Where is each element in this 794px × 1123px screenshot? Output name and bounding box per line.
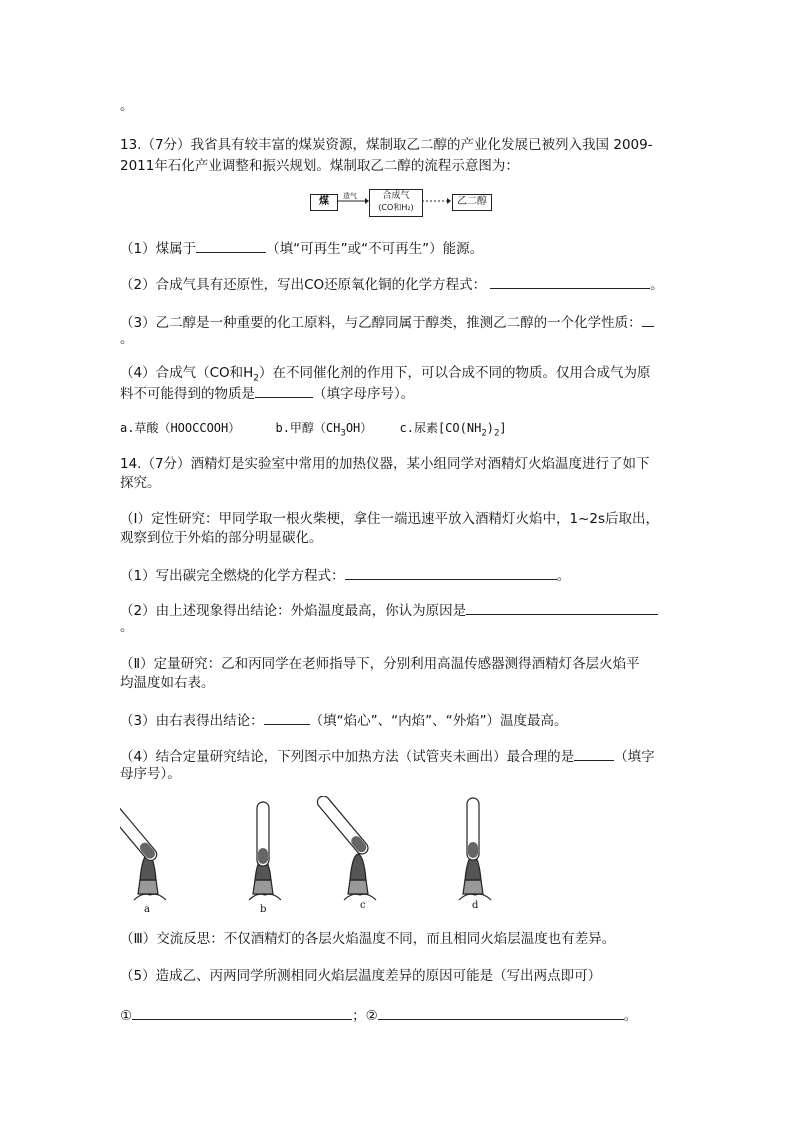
flow-box-coal: 煤 [310, 194, 338, 211]
q14-part3-text2: （填“焰心”、“内焰”、“外焰”）温度最高。 [309, 713, 568, 729]
q14-part4-text2: （填字 [614, 749, 655, 765]
q13-part4-text2: ）在不同催化剂的作用下，可以合成不同的物质。仅用合成气为原 [259, 365, 651, 381]
q13-part4-text3: 料不可能得到的物质是 [120, 386, 255, 402]
flow-syngas-label: 合成气 [382, 191, 410, 201]
heating-setups-illustration [120, 796, 520, 906]
answer2-marker: ② [365, 1008, 378, 1024]
q14-part4-text: （4）结合定量研究结论，下列图示中加热方法（试管夹未画出）最合理的是 [120, 749, 575, 765]
flow-arrow-label: 造气 [343, 192, 357, 200]
q13-part1 [120, 238, 483, 258]
q14-part5: （5）造成乙、丙两同学所测相同火焰层温度差异的原因可能是（写出两点即可） [120, 968, 602, 984]
flow-box-syngas [369, 189, 423, 217]
q14-part1-text: （1）写出碳完全燃烧的化学方程式： [120, 568, 345, 584]
q13-part2-blank[interactable] [490, 274, 650, 289]
figure-d-label: d [472, 900, 479, 911]
flow-dashed-arrow-icon [422, 197, 452, 205]
q13-part2-text: （2）合成气具有还原性，写出CO还原氧化铜的化学方程式： [120, 277, 487, 293]
option-c-sub2: 2 [493, 428, 500, 439]
q14-part3-text: （3）由右表得出结论： [120, 713, 264, 729]
q13-part2 [120, 274, 664, 294]
q14-section2-line2: 均温度如右表。 [120, 675, 215, 691]
q13-part3-blank[interactable] [642, 312, 654, 327]
q13-part1-text: （1）煤属于 [120, 241, 197, 257]
q14-section3: （Ⅲ）交流反思：不仅酒精灯的各层火焰温度不同，而且相同火焰层温度也有差异。 [120, 931, 616, 947]
q14-part2-end: 。 [120, 619, 134, 635]
q13-part4-text4: （填字母序号）。 [313, 386, 415, 402]
figure-d [459, 798, 491, 900]
q13-part3-text: （3）乙二醇是一种重要的化工原料，与乙醇同属于醇类，推测乙二醇的一个化学性质： [120, 315, 642, 331]
q14-part2 [120, 600, 658, 620]
figure-b [249, 802, 281, 900]
flow-box-glycol: 乙二醇 [452, 194, 492, 211]
q14-answers [120, 1005, 637, 1025]
q14-part2-blank[interactable] [466, 600, 658, 615]
q13-part1-text2: （填“可再生”或“不可再生”）能源。 [266, 241, 484, 257]
heating-figures [120, 796, 520, 918]
option-c-text: c.尿素[CO(NH [399, 421, 482, 435]
q13-part1-blank[interactable] [196, 238, 266, 253]
q14-part1 [120, 565, 570, 585]
answer2-blank[interactable] [378, 1005, 624, 1020]
option-c-text2: ) [486, 421, 494, 435]
figure-a [120, 800, 166, 900]
option-b [275, 421, 373, 439]
q13-heading-line1: 13.（7分）我省具有较丰富的煤炭资源，煤制取乙二醇的产业化发展已被列入我国 2009- [120, 137, 653, 153]
q13-part4-text: （4）合成气（CO和H [120, 365, 254, 381]
flow-diagram [310, 189, 492, 217]
q14-part3-blank[interactable] [264, 710, 310, 725]
q14-part1-blank[interactable] [345, 565, 557, 580]
answer1-marker: ① [120, 1008, 133, 1024]
figure-c-label: c [360, 900, 366, 911]
q14-section1-line2: 观察到位于外焰的部分明显碳化。 [120, 530, 323, 546]
q14-part1-text2: 。 [556, 568, 571, 584]
option-c [399, 421, 507, 439]
q13-heading-line2: 2011年石化产业调整和振兴规划。煤制取乙二醇的流程示意图为： [120, 158, 519, 174]
q13-part4-blank[interactable] [255, 383, 313, 398]
figure-b-label: b [260, 904, 267, 915]
q13-part2-text2: 。 [650, 277, 664, 293]
q14-section2-line1: （Ⅱ）定量研究：乙和丙同学在老师指导下，分别利用高温传感器测得酒精灯各层火焰平 [120, 656, 640, 672]
option-b-sub: 3 [340, 428, 346, 439]
answer1-blank[interactable] [132, 1005, 352, 1020]
figure-a-label: a [144, 904, 150, 915]
option-b-text: b.甲醇（CH [275, 421, 341, 435]
q13-part4-sub: 2 [253, 373, 260, 384]
q14-section1-line1: （Ⅰ）定性研究：甲同学取一根火柴梗，拿住一端迅速平放入酒精灯火焰中，1~2s后取出， [120, 511, 660, 527]
q14-part2-text: （2）由上述现象得出结论：外焰温度最高，你认为原因是 [120, 603, 467, 619]
flow-syngas-formula: (CO和H₂) [378, 203, 414, 212]
option-c-text3: ] [499, 421, 507, 435]
q14-heading-line2: 探究。 [120, 475, 161, 491]
answer-separator: ； [352, 1008, 366, 1024]
q14-part4-line2: 母序号）。 [120, 766, 181, 782]
q13-options [120, 419, 507, 442]
leading-period: 。 [120, 98, 134, 114]
answer-end: 。 [623, 1008, 638, 1024]
figure-c [315, 796, 376, 900]
option-a: a.草酸（HOOCCOOH） [120, 421, 241, 435]
q13-part4-line2 [120, 383, 414, 403]
q13-part3 [120, 312, 654, 332]
option-b-text2: OH） [345, 421, 373, 435]
q14-part4-line1 [120, 746, 655, 766]
q14-part3 [120, 710, 568, 730]
option-c-sub1: 2 [481, 428, 487, 439]
q14-part4-blank[interactable] [574, 746, 614, 761]
q14-heading-line1: 14.（7分）酒精灯是实验室中常用的加热仪器，某小组同学对酒精灯火焰温度进行了如下 [120, 456, 650, 472]
q13-part3-end: 。 [120, 331, 134, 347]
flow-arrow-icon [337, 197, 369, 205]
